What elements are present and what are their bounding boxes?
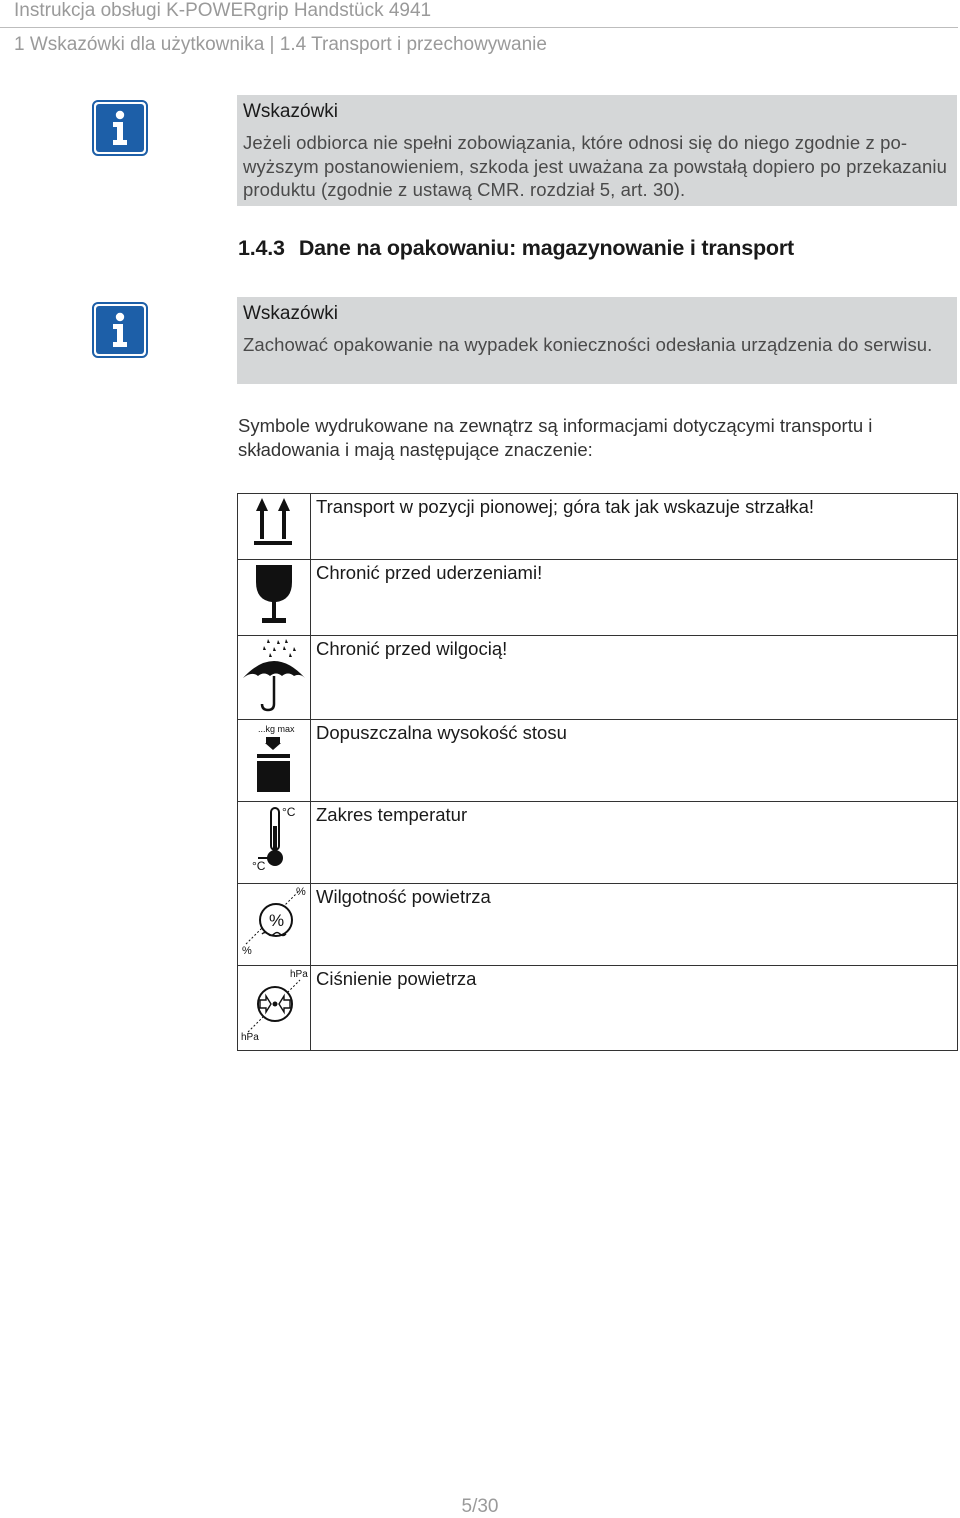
note-body: Jeżeli odbiorca nie spełni zobowiązania, które odnosi się do niego zgodnie z powyższym postanowieniem, szkoda jest uważana za powstałą dopiero po przekazaniu produktu (zgodnie z ustawą CMR. rozdział 5, art. 30). [243,132,947,200]
note-title: Wskazówki [243,101,339,122]
intro-paragraph: Symbole wydrukowane na zewnątrz są informacjami dotyczącymi transportu i składowania i mają następujące znaczenie: [238,415,873,460]
fragile-glass-icon [238,560,310,630]
pressure-min-label: hPa [241,1032,259,1043]
symbol-cell [238,720,311,802]
note-title: Wskazówki [243,303,339,324]
symbol-cell [238,636,311,720]
table-row [238,636,958,720]
table-row [238,884,958,966]
section-heading [238,236,794,261]
stack-limit-icon [238,720,310,796]
table-row [238,720,958,802]
table-row [238,802,958,884]
symbol-cell [238,966,311,1051]
page-number: 5/30 [461,1496,499,1517]
symbols-table [237,493,958,1051]
symbol-cell [238,802,311,884]
table-row [238,560,958,636]
symbol-description: Chronić przed uderzeniami! [311,560,958,636]
symbol-description: Zakres temperatur [311,802,958,884]
humidity-icon [238,884,310,960]
note-box [237,95,957,206]
document-title: Instrukcja obsługi K-POWERgrip Handstück 4941 [14,0,432,21]
stack-limit-label: ...kg max [258,724,295,734]
section-title: Dane na opakowaniu: magazynowanie i transport [298,236,794,260]
svg-text:%: % [269,911,285,930]
section-number: 1.4.3 [238,236,285,260]
symbol-description: Wilgotność powietrza [311,884,958,966]
temperature-min-label: °C [252,859,266,873]
symbol-cell [238,884,311,966]
air-pressure-icon [238,966,310,1045]
symbol-cell [238,560,311,636]
humidity-max-label: % [296,886,306,898]
symbol-cell [238,494,311,560]
table-row [238,494,958,560]
note-box [237,297,957,384]
humidity-min-label: % [242,945,252,957]
symbol-description: Ciśnienie powietrza [311,966,958,1051]
breadcrumb: 1 Wskazówki dla użytkownika | 1.4 Transport i przechowywanie [14,34,547,55]
info-icon [92,100,148,156]
table-row [238,966,958,1051]
thermometer-icon [238,802,310,878]
note-body: Zachować opakowanie na wypadek konieczności odesłania urządzenia do serwisu. [243,334,933,355]
symbol-description: Dopuszczalna wysokość stosu [311,720,958,802]
temperature-max-label: °C [282,805,296,819]
umbrella-rain-icon [238,636,310,714]
header-divider [0,27,958,28]
symbol-description: Transport w pozycji pionowej; góra tak jak wskazuje strzałka! [311,494,958,560]
info-icon [92,302,148,358]
this-way-up-icon [238,494,310,554]
symbol-description: Chronić przed wilgocią! [311,636,958,720]
pressure-max-label: hPa [290,969,308,980]
